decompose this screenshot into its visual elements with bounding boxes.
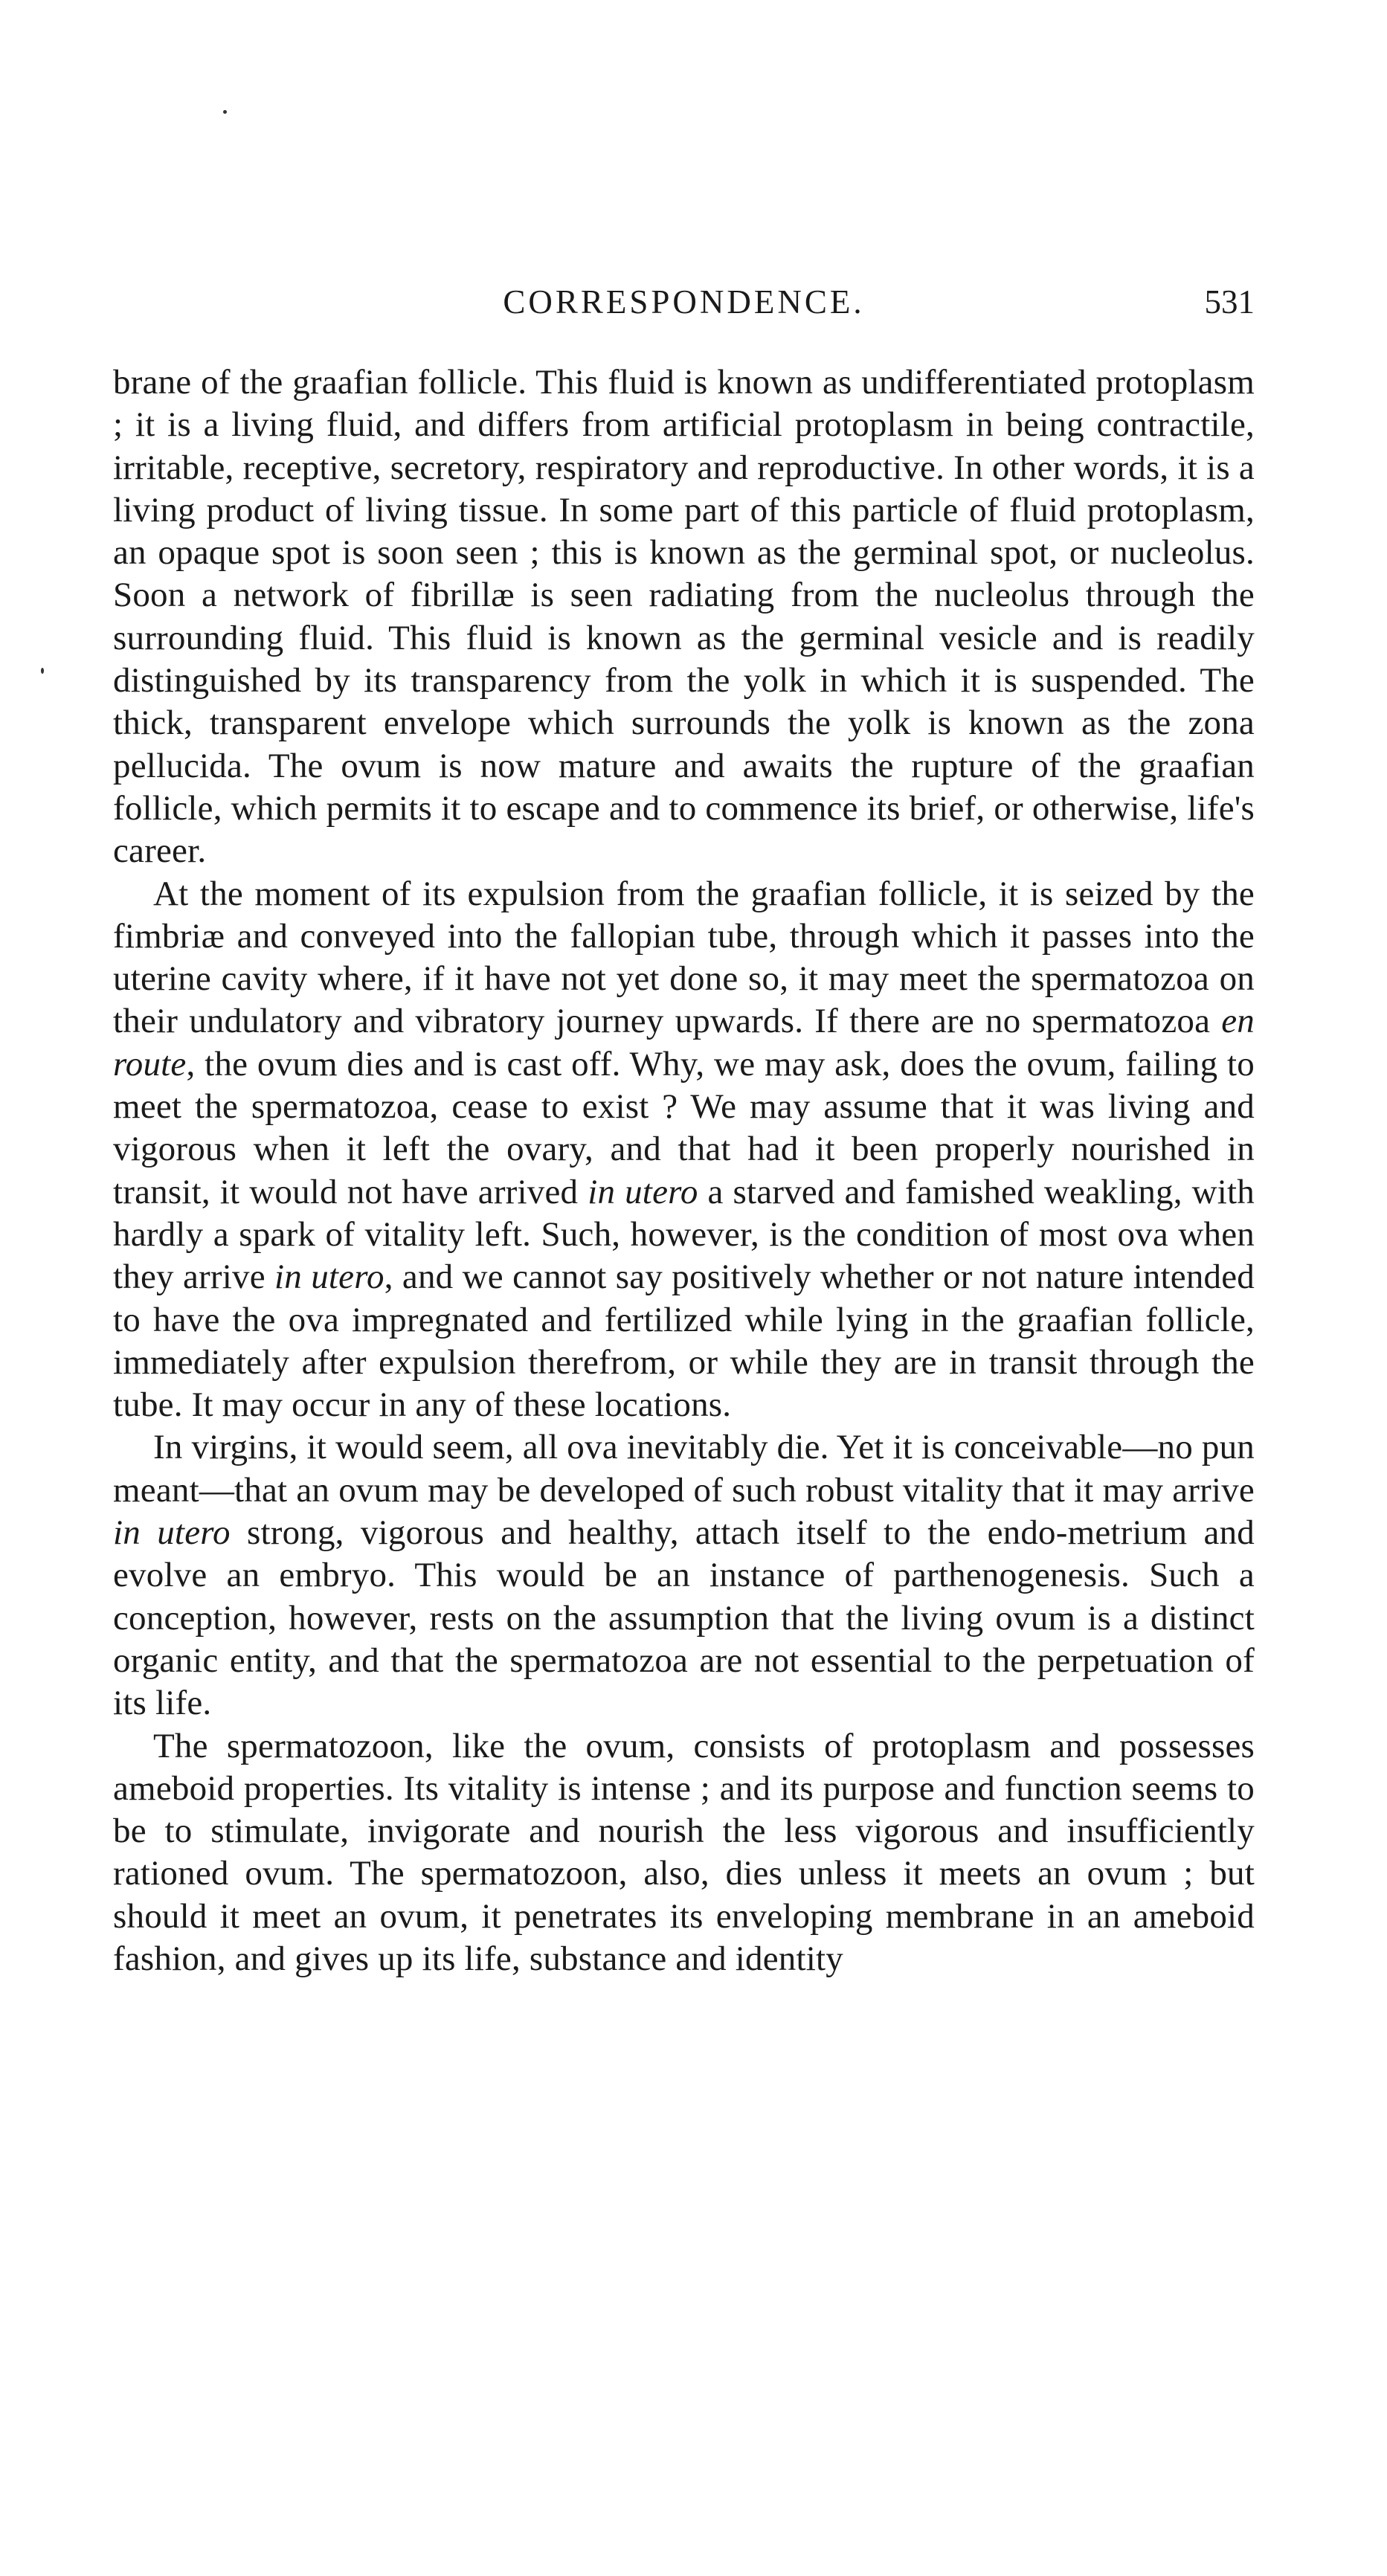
paragraph	[113, 873, 1255, 1427]
paragraph	[113, 1426, 1255, 1725]
book-page	[113, 283, 1255, 1980]
italic-phrase: in utero	[588, 1172, 698, 1211]
page-number: 531	[1204, 283, 1255, 321]
text-run: At the moment of its expulsion from the graafian follicle, it is seized by the fimbriæ and conveyed into the fallopian tube, through which it passes into the uterine cavity where, if it have not yet done so, it may meet the spermatozoa on their undulatory and vibratory journey upwards. If there are no spermatozoa	[113, 874, 1255, 1041]
text-run: The spermatozoon, like the ovum, consists of protoplasm and possesses ameboid properties. Its vitality is intense ; and its purpose and function seems to be to stimulate, invigorate and nourish the less vigorous and insufficiently rationed ovum. The spermatozoon, also, dies unless it meets an ovum ; but should it meet an ovum, it penetrates its enveloping membrane in an ameboid fashion, and gives up its life, substance and identity	[113, 1726, 1255, 1978]
text-run: strong, vigorous and healthy, attach itself to the endo-metrium and evolve an embryo. This would be an instance of parthenogenesis. Such a conception, however, rests on the assumption that the living ovum is a distinct organic entity, and that the spermatozoa are not essential to the perpetuation of its life.	[113, 1513, 1255, 1723]
italic-phrase: en route	[113, 1002, 1255, 1083]
italic-phrase: in utero	[274, 1258, 384, 1297]
running-head	[113, 283, 1255, 335]
scan-speck	[41, 668, 44, 674]
running-title: CORRESPONDENCE.	[503, 283, 865, 321]
text-run: , and we cannot say positively whether or not nature intended to have the ova impregnated and fertilized while lying in the graafian follicle, immediately after expulsion therefrom, or while they are in transit through the tube. It may occur in any of these locations.	[113, 1258, 1255, 1425]
text-run: a starved and famished weakling, with hardly a spark of vitality left. Such, however, is the condition of most ova when they arrive	[113, 1172, 1255, 1297]
body-text	[113, 361, 1255, 1980]
text-run: In virgins, it would seem, all ova inevitably die. Yet it is conceivable—no pun meant—that an ovum may be developed of such robust vitality that it may arrive	[113, 1428, 1255, 1510]
scan-speck	[223, 110, 227, 114]
paragraph	[113, 361, 1255, 873]
text-run: brane of the graafian follicle. This fluid is known as undifferentiated protoplasm ; it is a living fluid, and differs from artificial protoplasm in being contractile, irritable, receptive, secretory, respiratory and reproductive. In other words, it is a living product of living tissue. In some part of this particle of fluid protoplasm, an opaque spot is soon seen ; this is known as the germinal spot, or nucleolus. Soon a network of fibrillæ is seen radiating from the nucleolus through the surrounding fluid. This fluid is known as the germinal vesicle and is readily distinguished by its transparency from the yolk in which it is suspended. The thick, transparent envelope which surrounds the yolk is known as the zona pellucida. The ovum is now mature and awaits the rupture of the graafian follicle, which permits it to escape and to commence its brief, or otherwise, life's career.	[113, 363, 1255, 871]
italic-phrase: in utero	[113, 1513, 231, 1553]
text-run: , the ovum dies and is cast off. Why, we may ask, does the ovum, failing to meet the spermatozoa, cease to exist ? We may assume that it was living and vigorous when it left the ovary, and that had it been properly nourished in transit, it would not have arrived	[113, 1044, 1255, 1211]
paragraph	[113, 1725, 1255, 1981]
